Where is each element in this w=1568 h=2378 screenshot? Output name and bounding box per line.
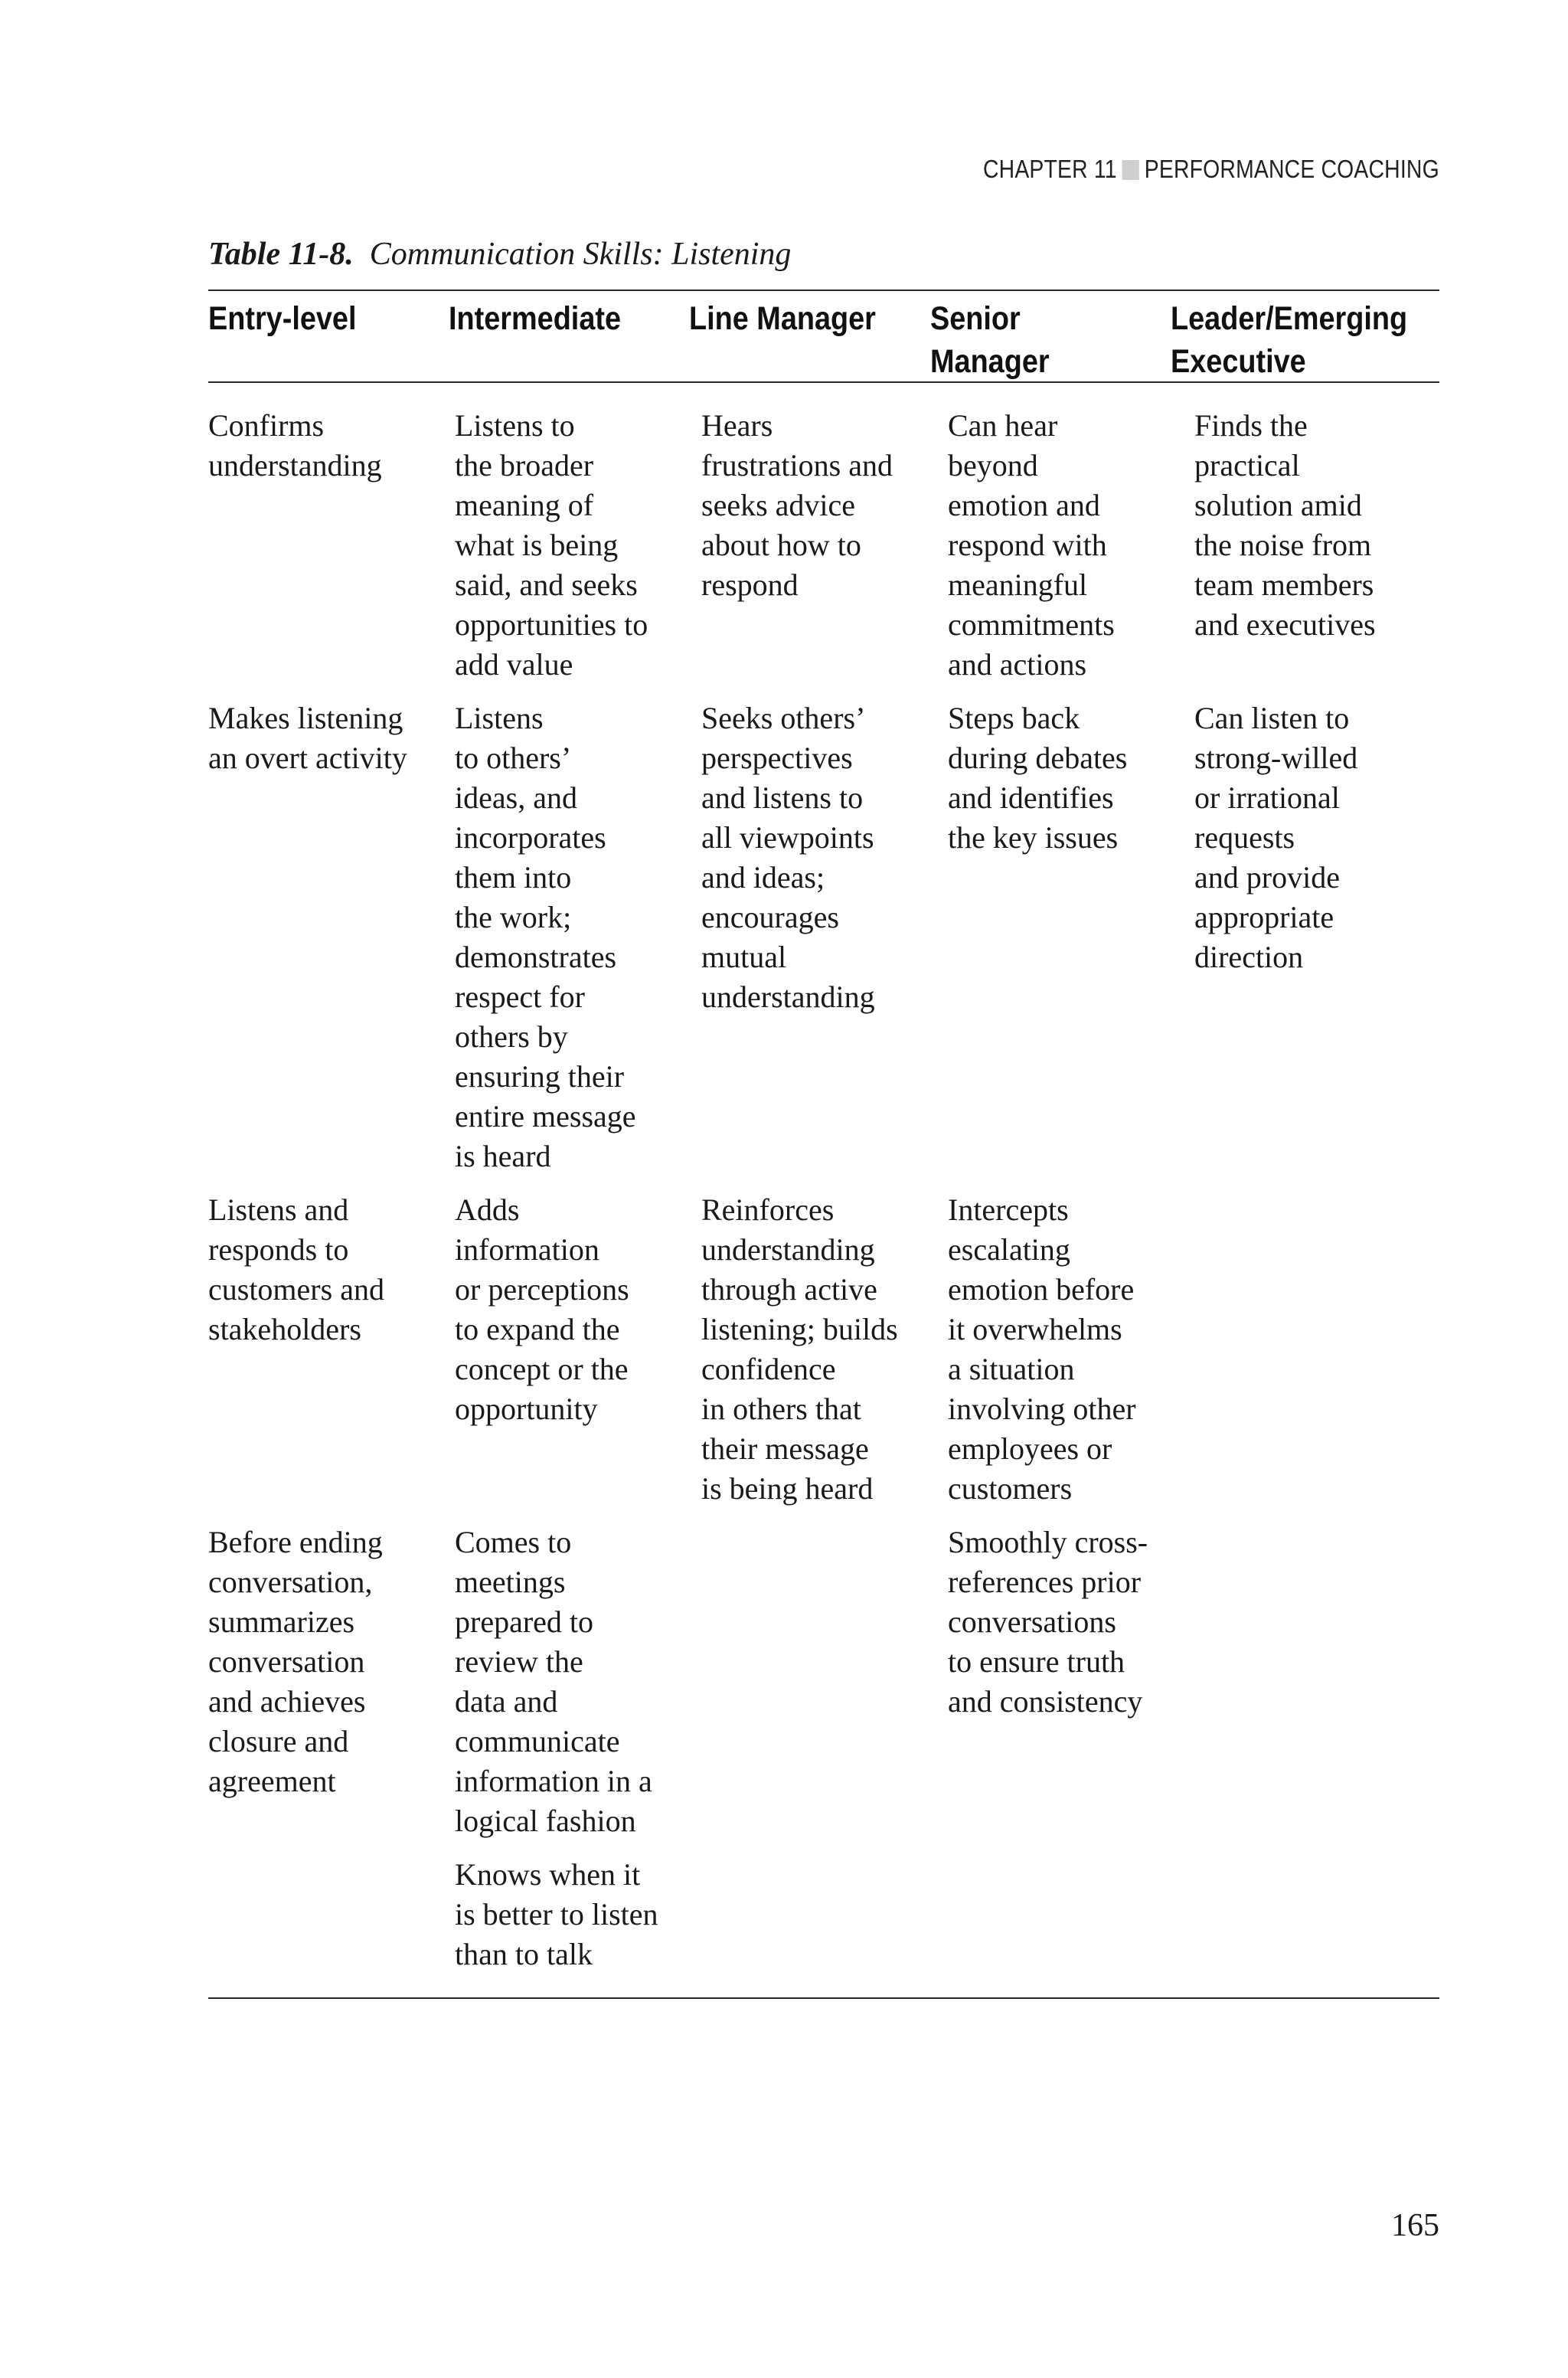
cell-line: involving other — [948, 1392, 1136, 1426]
cell-line: mutual — [701, 940, 787, 974]
column-header-line: Entry-level — [208, 300, 357, 337]
table-cell — [208, 1190, 455, 1509]
cell-line: incorporates — [455, 820, 606, 855]
cell-line: team members — [1194, 568, 1374, 602]
cell-line: said, and seeks — [455, 568, 638, 602]
cell-line: an overt activity — [208, 741, 407, 775]
table-cell — [1194, 698, 1439, 1176]
column-header — [689, 297, 900, 381]
cell-line: appropriate — [1194, 900, 1334, 934]
cell-line: Can hear — [948, 408, 1058, 443]
cell-line: opportunities to — [455, 607, 648, 642]
cell-line: information in a — [455, 1764, 652, 1798]
cell-line: confidence — [701, 1352, 836, 1386]
cell-line: and identifies — [948, 780, 1114, 815]
table-row — [208, 406, 1439, 685]
listening-skills-table — [208, 289, 1439, 1999]
cell-line: Listens and — [208, 1192, 349, 1227]
table-cell — [1194, 406, 1439, 685]
cell-line: commitments — [948, 607, 1115, 642]
table-cell — [948, 1190, 1194, 1509]
table-cell — [208, 1855, 455, 1974]
cell-line: all viewpoints — [701, 820, 874, 855]
table-cell — [1194, 1190, 1439, 1509]
cell-line: summarizes — [208, 1604, 355, 1639]
cell-line: the key issues — [948, 820, 1119, 855]
page-number: 165 — [1391, 2208, 1439, 2243]
cell-line: employees or — [948, 1431, 1112, 1466]
cell-line: it overwhelms — [948, 1312, 1122, 1346]
cell-line: Steps back — [948, 701, 1080, 735]
cell-line: to expand the — [455, 1312, 620, 1346]
table-cell — [208, 698, 455, 1176]
table-cell — [455, 1523, 701, 1841]
separator-square-icon — [1122, 160, 1139, 180]
cell-line: ensuring their — [455, 1059, 625, 1094]
cell-line: meaning of — [455, 488, 594, 522]
cell-line: Before ending — [208, 1525, 383, 1559]
cell-line: and provide — [1194, 860, 1340, 895]
cell-line: agreement — [208, 1764, 336, 1798]
cell-line: solution amid — [1194, 488, 1362, 522]
cell-line: prepared to — [455, 1604, 594, 1639]
cell-line: customers — [948, 1471, 1073, 1506]
table-header-row — [208, 291, 1439, 381]
cell-line: Hears — [701, 408, 773, 443]
cell-line: add value — [455, 647, 573, 682]
cell-line: Confirms — [208, 408, 325, 443]
cell-line: entire message — [455, 1099, 636, 1133]
cell-line: Listens to — [455, 408, 575, 443]
cell-line: and achieves — [208, 1684, 366, 1719]
table-cell — [948, 406, 1194, 685]
table-cell — [1194, 1523, 1439, 1841]
table-cell — [701, 1190, 948, 1509]
column-header-line: Senior Manager — [929, 300, 1050, 380]
cell-line: stakeholders — [208, 1312, 361, 1346]
cell-line: understanding — [701, 980, 875, 1014]
cell-line: or irrational — [1194, 780, 1340, 815]
table-bottom-rule — [208, 1997, 1439, 1999]
cell-line: Seeks others’ — [701, 701, 866, 735]
cell-line: what is being — [455, 528, 619, 562]
table-number: Table 11-8. — [208, 237, 354, 272]
cell-line: conversation, — [208, 1565, 373, 1599]
cell-line: emotion and — [948, 488, 1100, 522]
column-header-line: Intermediate — [449, 300, 622, 337]
chapter-label: CHAPTER 11 — [983, 155, 1117, 183]
table-cell — [948, 1523, 1194, 1841]
column-header-line: Line Manager — [689, 300, 877, 337]
cell-line: concept or the — [455, 1352, 629, 1386]
cell-line: the work; — [455, 900, 572, 934]
cell-line: is heard — [455, 1139, 551, 1173]
cell-line: Can listen to — [1194, 701, 1350, 735]
column-header-line: Leader/Emerging — [1170, 300, 1407, 337]
cell-line: and ideas; — [701, 860, 825, 895]
cell-line: frustrations and — [701, 448, 893, 482]
cell-line: to others’ — [455, 741, 572, 775]
table-cell — [948, 1855, 1194, 1974]
cell-line: strong-willed — [1194, 741, 1358, 775]
cell-line: opportunity — [455, 1392, 598, 1426]
cell-line: a situation — [948, 1352, 1075, 1386]
cell-line: their message — [701, 1431, 869, 1466]
table-row — [208, 1855, 1439, 1974]
cell-line: demonstrates — [455, 940, 617, 974]
column-header — [208, 297, 420, 381]
cell-line: than to talk — [455, 1937, 593, 1971]
cell-line: closure and — [208, 1724, 349, 1758]
table-caption — [208, 236, 791, 273]
column-header-line: Executive — [1170, 343, 1306, 380]
table-body — [208, 383, 1439, 1997]
cell-line: through active — [701, 1272, 877, 1307]
cell-line: listening; builds — [701, 1312, 898, 1346]
cell-line: Reinforces — [701, 1192, 835, 1227]
cell-line: Makes listening — [208, 701, 403, 735]
table-cell — [1194, 1855, 1439, 1974]
column-header — [1171, 297, 1407, 381]
cell-line: beyond — [948, 448, 1038, 482]
table-cell — [208, 1523, 455, 1841]
cell-line: is being heard — [701, 1471, 874, 1506]
cell-line: information — [455, 1232, 599, 1267]
section-label: PERFORMANCE COACHING — [1144, 155, 1439, 183]
cell-line: practical — [1194, 448, 1300, 482]
table-cell — [455, 698, 701, 1176]
cell-line: to ensure truth — [948, 1644, 1125, 1679]
table-cell — [455, 406, 701, 685]
cell-line: and executives — [1194, 607, 1376, 642]
cell-line: in others that — [701, 1392, 861, 1426]
cell-line: encourages — [701, 900, 839, 934]
table-cell — [208, 406, 455, 685]
cell-line: and actions — [948, 647, 1087, 682]
table-cell — [701, 698, 948, 1176]
cell-line: conversation — [208, 1644, 365, 1679]
cell-line: customers and — [208, 1272, 384, 1307]
cell-line: Listens — [455, 701, 544, 735]
cell-line: Knows when it — [455, 1857, 641, 1892]
cell-line: review the — [455, 1644, 583, 1679]
cell-line: Finds the — [1194, 408, 1308, 443]
cell-line: logical fashion — [455, 1804, 636, 1838]
table-row — [208, 1523, 1439, 1841]
cell-line: Adds — [455, 1192, 520, 1227]
cell-line: or perceptions — [455, 1272, 629, 1307]
cell-line: communicate — [455, 1724, 620, 1758]
running-head — [983, 155, 1439, 184]
table-row — [208, 1190, 1439, 1509]
cell-line: respond with — [948, 528, 1107, 562]
cell-line: them into — [455, 860, 572, 895]
cell-line: about how to — [701, 528, 861, 562]
cell-line: respect for — [455, 980, 585, 1014]
cell-line: data and — [455, 1684, 558, 1719]
cell-line: responds to — [208, 1232, 349, 1267]
cell-line: emotion before — [948, 1272, 1135, 1307]
cell-line: respond — [701, 568, 799, 602]
cell-line: the noise from — [1194, 528, 1372, 562]
cell-line: understanding — [701, 1232, 875, 1267]
cell-line: conversations — [948, 1604, 1116, 1639]
cell-line: ideas, and — [455, 780, 577, 815]
cell-line: during debates — [948, 741, 1128, 775]
table-cell — [455, 1855, 701, 1974]
table-cell — [701, 406, 948, 685]
cell-line: Comes to — [455, 1525, 572, 1559]
cell-line: Intercepts — [948, 1192, 1069, 1227]
cell-line: requests — [1194, 820, 1295, 855]
cell-line: references prior — [948, 1565, 1142, 1599]
table-cell — [701, 1523, 948, 1841]
cell-line: the broader — [455, 448, 594, 482]
table-cell — [701, 1855, 948, 1974]
column-header — [930, 297, 1142, 381]
cell-line: and listens to — [701, 780, 864, 815]
table-title: Communication Skills: Listening — [369, 237, 792, 272]
table-cell — [455, 1190, 701, 1509]
cell-line: direction — [1194, 940, 1304, 974]
cell-line: perspectives — [701, 741, 853, 775]
cell-line: meetings — [455, 1565, 566, 1599]
cell-line: is better to listen — [455, 1897, 658, 1932]
cell-line: Smoothly cross- — [948, 1525, 1148, 1559]
cell-line: understanding — [208, 448, 382, 482]
cell-line: seeks advice — [701, 488, 856, 522]
cell-line: escalating — [948, 1232, 1070, 1267]
table-cell — [948, 698, 1194, 1176]
cell-line: others by — [455, 1019, 568, 1054]
cell-line: meaningful — [948, 568, 1088, 602]
column-header — [449, 297, 660, 381]
table-row — [208, 698, 1439, 1176]
cell-line: and consistency — [948, 1684, 1143, 1719]
